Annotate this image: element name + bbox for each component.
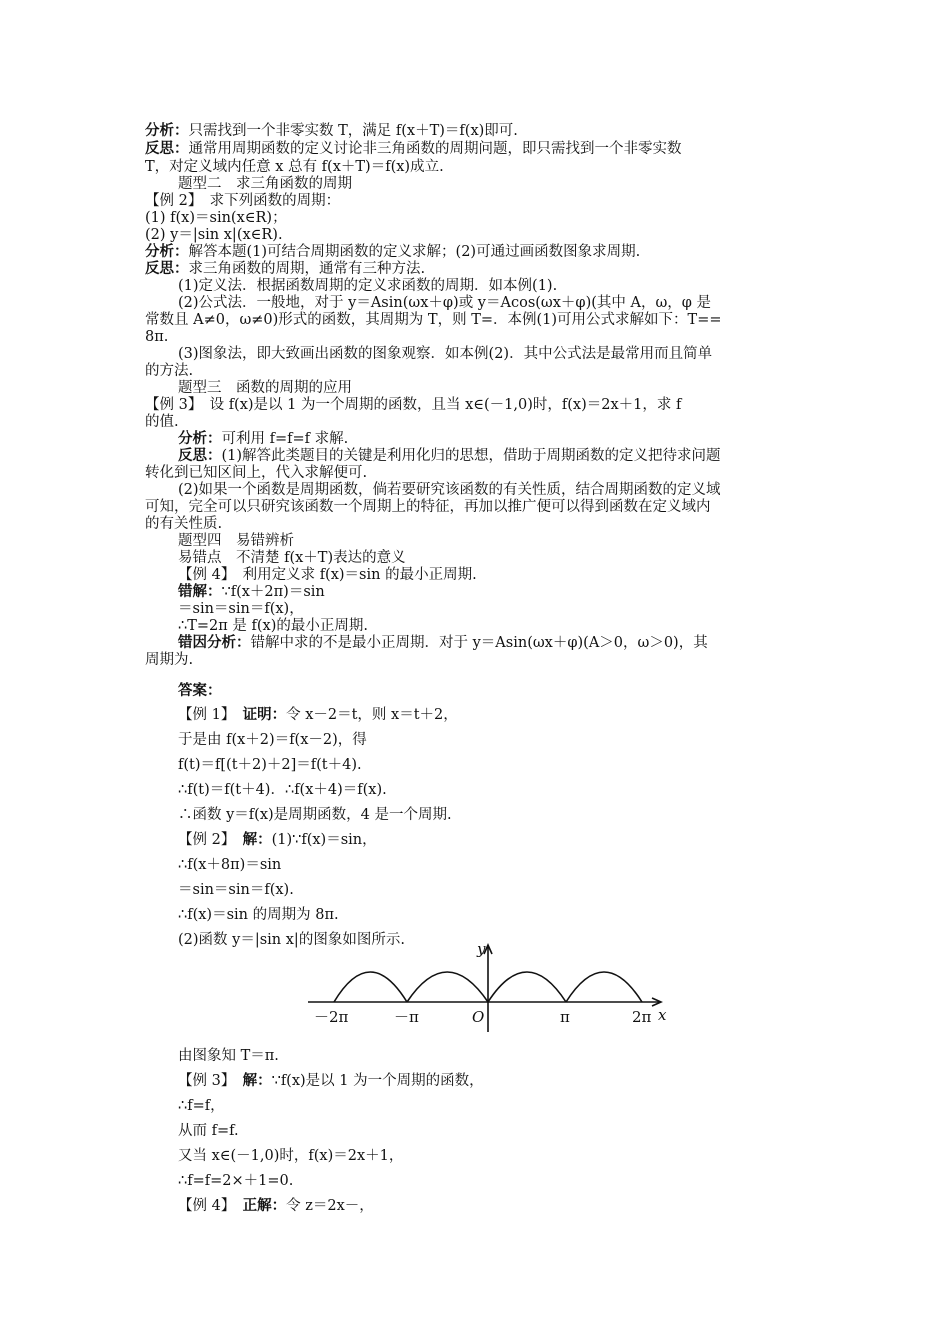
text-line: ∴T=2π 是 f(x)的最小正周期. <box>178 618 368 634</box>
answer-line: 【例 4】 正解：令 z＝2x－， <box>178 1198 374 1214</box>
answer-line: 于是由 f(x＋2)＝f(x－2)，得 <box>178 732 367 748</box>
text-line: 的有关性质. <box>145 516 223 532</box>
answer-line: ∴f(x)＝sin 的周期为 8π. <box>178 907 339 923</box>
example-line: 【例 4】 利用定义求 f(x)＝sin 的最小正周期. <box>178 567 477 583</box>
text-line: 的方法. <box>145 363 194 379</box>
reflection-line: 反思：(1)解答此类题目的关键是利用化归的思想，借助于周期函数的定义把待求问题 <box>178 448 721 464</box>
section-heading: 题型二 求三角函数的周期 <box>178 176 352 192</box>
section-heading: 题型四 易错辨析 <box>178 533 294 549</box>
answer-line: 又当 x∈(－1,0)时，f(x)＝2x＋1， <box>178 1148 404 1164</box>
text-line: 可知，完全可以只研究该函数一个周期上的特征，再加以推广便可以得到函数在定义域内 <box>145 499 711 515</box>
answer-line: 从而 f=f. <box>178 1123 239 1139</box>
answers-heading: 答案： <box>178 683 222 699</box>
error-analysis-line: 错因分析：错解中求的不是最小正周期．对于 y＝Asin(ωx＋φ)(A＞0，ω＞0)，其 <box>178 635 708 651</box>
answer-line: ∴f(x＋8π)＝sin <box>178 857 282 873</box>
arch-2 <box>407 972 488 1002</box>
reflection-line: 反思：求三角函数的周期，通常有三种方法. <box>145 261 426 277</box>
answer-line: ∴函数 y＝f(x)是周期函数，4 是一个周期. <box>178 807 452 823</box>
arch-4 <box>566 972 642 1002</box>
analysis-line: 分析：可利用 f=f=f 求解. <box>178 431 349 447</box>
text-line: (2) y＝|sin x|(x∈R). <box>145 227 283 243</box>
reflection-line: 反思：通常用周期函数的定义讨论非三角函数的周期问题，即只需找到一个非零实数 <box>145 141 682 157</box>
tick-label-2pi: 2π <box>632 1008 652 1026</box>
answer-line: ∴f=f=2×＋1=0. <box>178 1173 294 1189</box>
text-line: 常数且 A≠0，ω≠0)形式的函数，其周期为 T，则 T=．本例(1)可用公式求解如下：T== <box>145 312 722 328</box>
answer-line: 【例 2】 解：(1)∵f(x)＝sin， <box>178 832 377 848</box>
answer-line: 【例 3】 解：∵f(x)是以 1 为一个周期的函数， <box>178 1073 484 1089</box>
text-line: (1) f(x)＝sin(x∈R)； <box>145 210 287 226</box>
section-heading: 题型三 函数的周期的应用 <box>178 380 352 396</box>
text-line: (1)定义法．根据函数周期的定义求函数的周期．如本例(1). <box>178 278 558 294</box>
text-line: 8π. <box>145 329 169 345</box>
tick-label-neg-2pi: －2π <box>314 1008 349 1026</box>
answer-line: f(t)＝f[(t＋2)＋2]＝f(t＋4). <box>178 757 362 773</box>
text-line: (2)公式法．一般地，对于 y＝Asin(ωx＋φ)或 y＝Acos(ωx＋φ)(其中 A，ω，φ 是 <box>178 295 712 311</box>
text-line: 易错点 不清楚 f(x＋T)表达的意义 <box>178 550 406 566</box>
text-line: 周期为. <box>145 652 194 668</box>
analysis-line: 分析：只需找到一个非零实数 T，满足 f(x＋T)＝f(x)即可. <box>145 123 518 139</box>
answer-line: ∴f=f， <box>178 1098 225 1114</box>
origin-label: O <box>472 1008 485 1026</box>
tick-label-pi: π <box>560 1008 570 1026</box>
answer-line: ＝sin＝sin＝f(x). <box>178 882 294 898</box>
example-line: 【例 2】 求下列函数的周期： <box>145 193 341 209</box>
text-line: ＝sin＝sin＝f(x)， <box>178 601 304 617</box>
answer-line: 由图象知 T＝π. <box>178 1048 279 1064</box>
text-line: 的值. <box>145 414 179 430</box>
answer-line: ∴f(t)＝f(t＋4)．∴f(x＋4)＝f(x). <box>178 782 387 798</box>
x-axis-label: x <box>658 1006 667 1024</box>
text-line: (2)如果一个函数是周期函数，倘若要研究该函数的有关性质，结合周期函数的定义域 <box>178 482 721 498</box>
text-line: T，对定义域内任意 x 总有 f(x＋T)＝f(x)成立. <box>145 159 444 175</box>
arch-3 <box>488 972 566 1002</box>
answer-line: 【例 1】 证明：令 x－2＝t，则 x＝t＋2， <box>178 707 458 723</box>
wrong-solution-line: 错解：∵f(x＋2π)＝sin <box>178 584 325 600</box>
tick-label-neg-pi: －π <box>394 1008 419 1026</box>
abs-sine-graph <box>300 940 680 1032</box>
text-line: (3)图象法，即大致画出函数的图象观察．如本例(2)．其中公式法是最常用而且简单 <box>178 346 713 362</box>
arch-1 <box>334 972 407 1002</box>
example-line: 【例 3】 设 f(x)是以 1 为一个周期的函数，且当 x∈(－1,0)时，f(x)＝2x＋1，求 f <box>145 397 682 413</box>
y-axis-label: y <box>477 940 486 958</box>
answer-line: (2)函数 y＝|sin x|的图象如图所示. <box>178 932 405 948</box>
text-line: 转化到已知区间上，代入求解便可. <box>145 465 368 481</box>
analysis-line: 分析：解答本题(1)可结合周期函数的定义求解；(2)可通过画函数图象求周期. <box>145 244 641 260</box>
